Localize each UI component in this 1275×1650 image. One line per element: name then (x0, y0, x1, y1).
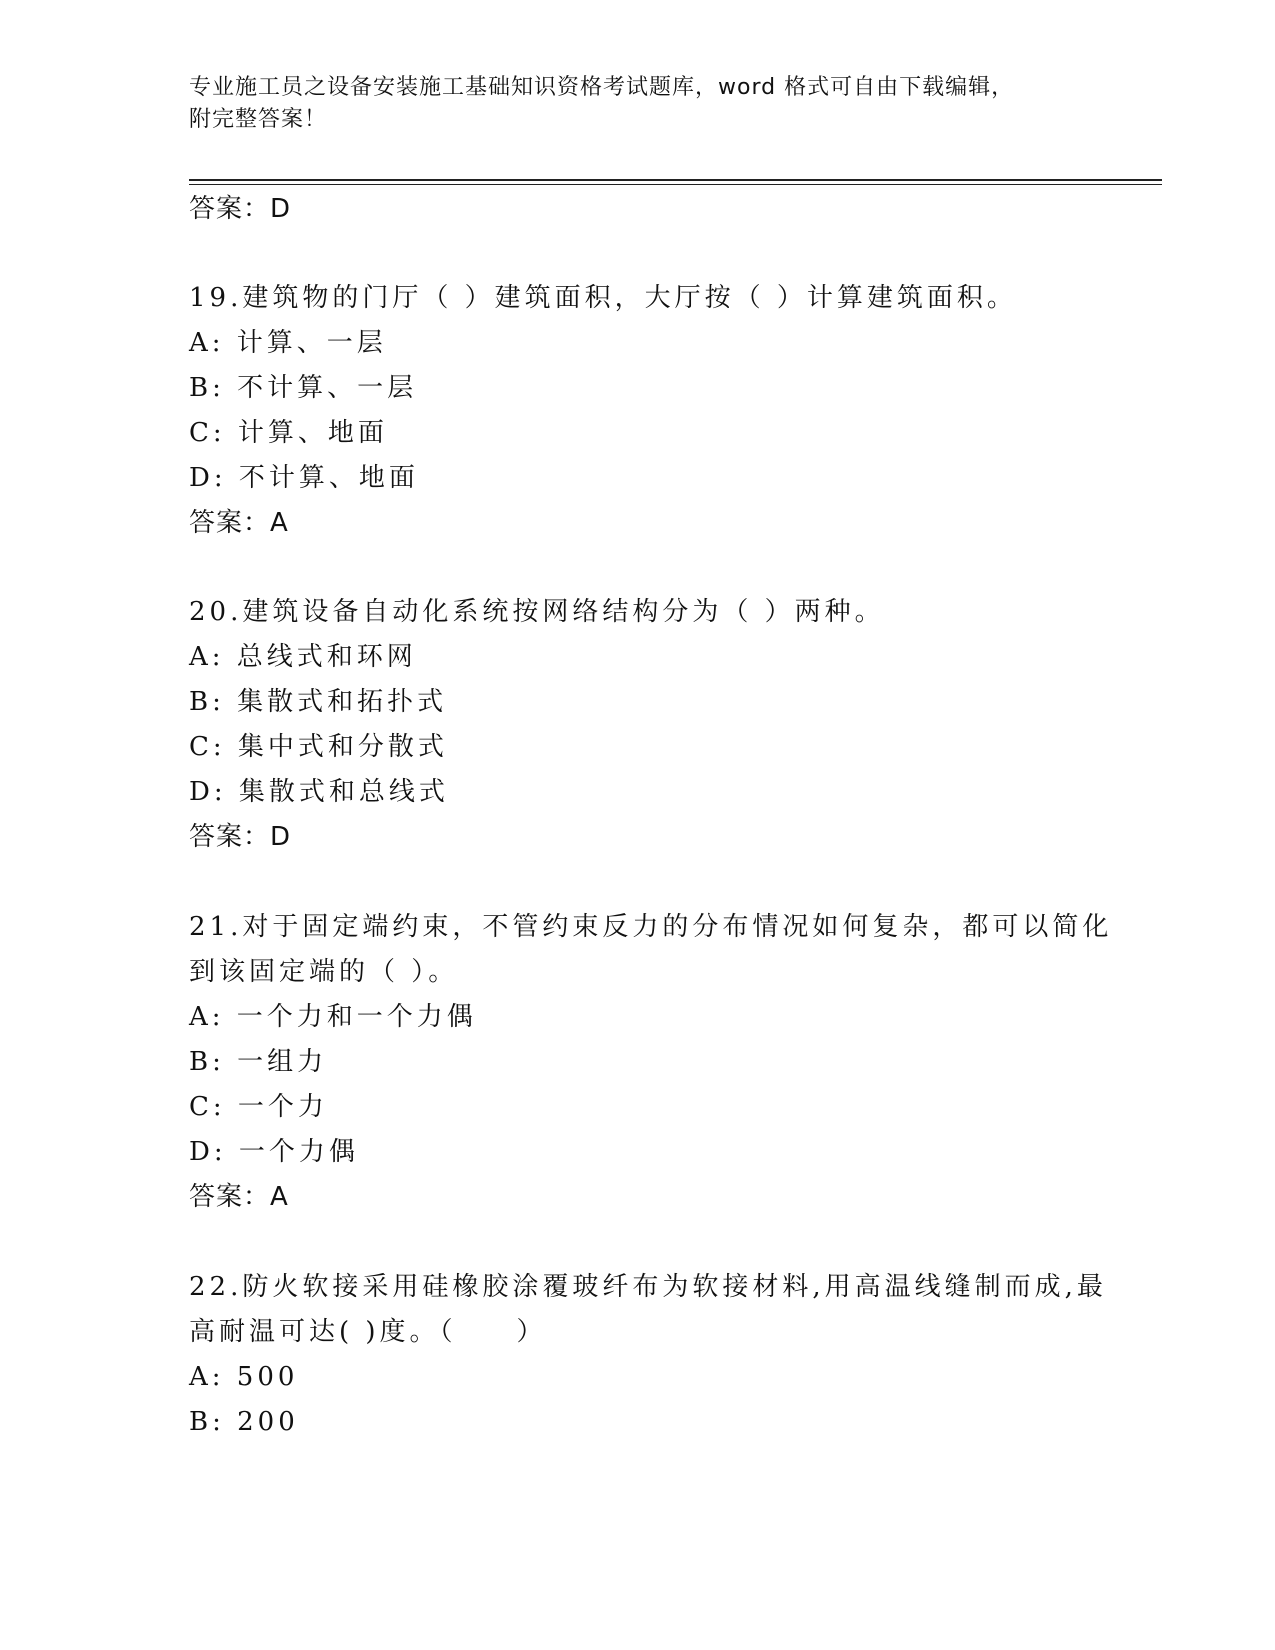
header-rule-thin (189, 184, 1162, 185)
question-20-option-d: D: 集散式和总线式 (189, 777, 449, 807)
question-21-option-b: B: 一组力 (189, 1047, 328, 1077)
question-21-stem-line-2: 到该固定端的（ ）。 (189, 957, 459, 987)
question-21-option-a: A: 一个力和一个力偶 (189, 1002, 477, 1032)
question-20-option-c: C: 集中式和分散式 (189, 732, 448, 762)
question-19-option-b: B: 不计算、一层 (189, 373, 418, 403)
question-19-option-d: D: 不计算、地面 (189, 463, 419, 493)
question-19-option-c: C: 计算、地面 (189, 418, 388, 448)
header-line-2: 附完整答案！ (189, 107, 328, 132)
document-header (189, 72, 1079, 136)
question-20-answer: 答案：D (189, 822, 292, 852)
question-21-option-d: D: 一个力偶 (189, 1137, 359, 1167)
question-22-stem-line-2: 高耐温可达( )度。（ ） (189, 1317, 547, 1347)
question-19-answer: 答案：A (189, 508, 289, 538)
header-rule-thick (189, 179, 1162, 181)
question-22-stem-line-1: 22.防火软接采用硅橡胶涂覆玻纤布为软接材料,用高温线缝制而成,最 (189, 1272, 1107, 1302)
question-21-stem-line-1: 21.对于固定端约束，不管约束反力的分布情况如何复杂，都可以简化 (189, 912, 1113, 942)
previous-answer: 答案：D (189, 194, 292, 224)
question-20-option-a: A: 总线式和环网 (189, 642, 417, 672)
question-19-stem: 19.建筑物的门厅（ ）建筑面积，大厅按（ ）计算建筑面积。 (189, 283, 1017, 313)
header-line-1: 专业施工员之设备安装施工基础知识资格考试题库，word 格式可自由下载编辑， (189, 75, 1015, 100)
question-21-answer: 答案：A (189, 1182, 289, 1212)
question-20-stem: 20.建筑设备自动化系统按网络结构分为（ ）两种。 (189, 597, 885, 627)
question-19-option-a: A: 计算、一层 (189, 328, 387, 358)
question-20-option-b: B: 集散式和拓扑式 (189, 687, 448, 717)
question-21-option-c: C: 一个力 (189, 1092, 328, 1122)
question-22-option-b: B: 200 (189, 1407, 299, 1437)
question-22-option-a: A: 500 (189, 1362, 299, 1392)
